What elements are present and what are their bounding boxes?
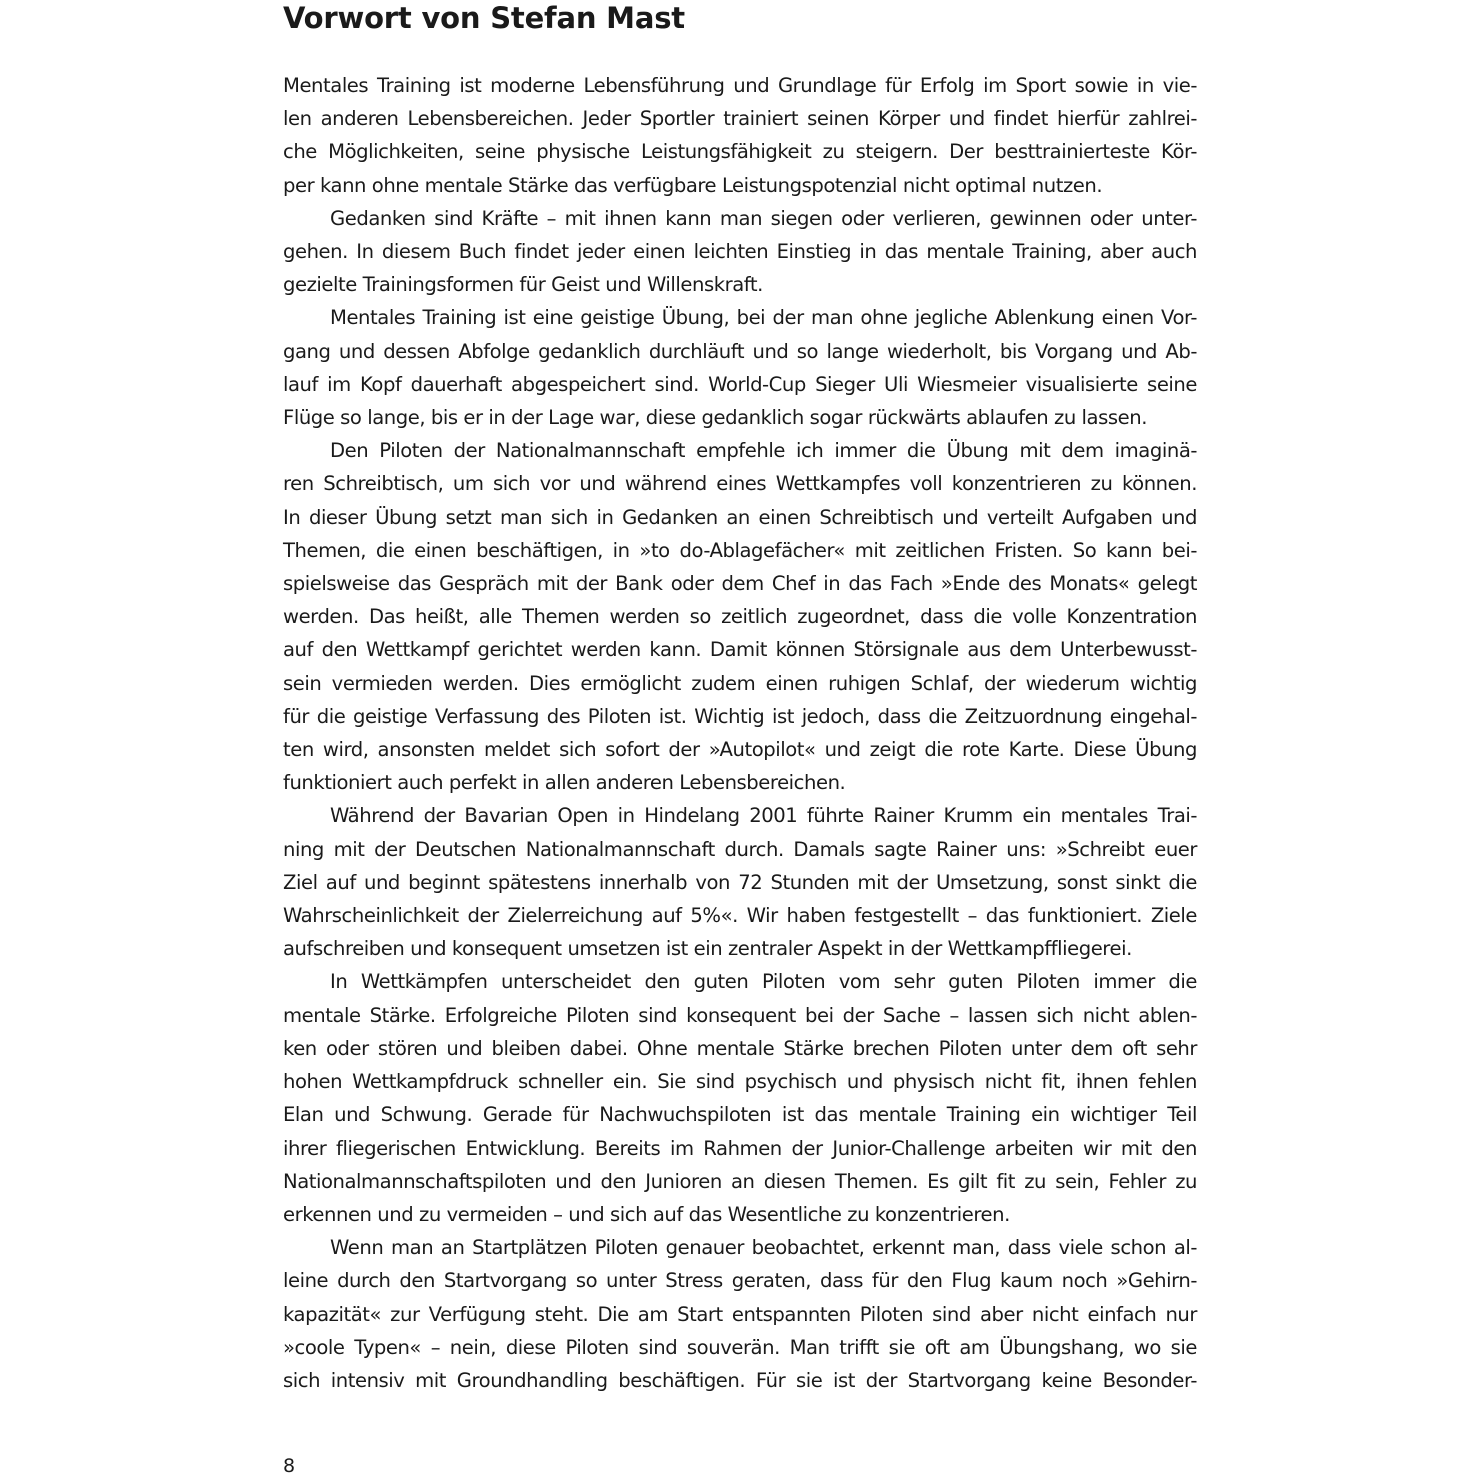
text-line: »coole Typen« – nein, diese Piloten sind souverän. Man trifft sie oft am Übungshang, wo sie [283, 1335, 1197, 1359]
paragraph-7 [283, 1231, 1197, 1397]
paragraph-6 [283, 965, 1197, 1231]
text-line: In Wettkämpfen unterscheidet den guten Piloten vom sehr guten Piloten immer die [330, 970, 1197, 994]
text-line: gehen. In diesem Buch findet jeder einen leichten Einstieg in das mentale Training, aber auch [283, 240, 1197, 264]
text-line: Mentales Training ist eine geistige Übung, bei der man ohne jegliche Ablenkung einen Vor- [330, 306, 1197, 330]
text-line: Ziel auf und beginnt spätestens innerhalb von 72 Stunden mit der Umsetzung, sonst sinkt die [283, 870, 1197, 894]
text-line: ten wird, ansonsten meldet sich sofort der »Autopilot« und zeigt die rote Karte. Diese Übung [283, 738, 1197, 762]
text-line: sein vermieden werden. Dies ermöglicht zudem einen ruhigen Schlaf, der wiederum wichtig [283, 671, 1197, 695]
text-line: auf den Wettkampf gerichtet werden kann. Damit können Störsignale aus dem Unterbewusst- [283, 638, 1197, 662]
text-line: ihrer fliegerischen Entwicklung. Bereits im Rahmen der Junior-Challenge arbeiten wir mit den [283, 1136, 1197, 1160]
text-line: leine durch den Startvorgang so unter Stress geraten, dass für den Flug kaum noch »Gehirn- [283, 1269, 1197, 1293]
paragraph-3 [283, 301, 1197, 434]
paragraph-4 [283, 434, 1197, 799]
text-line: Gedanken sind Kräfte – mit ihnen kann man siegen oder verlieren, gewinnen oder unter- [330, 206, 1197, 230]
text-line: ren Schreibtisch, um sich vor und während eines Wettkampfes voll konzentrieren zu können. [283, 472, 1197, 496]
text-line: gang und dessen Abfolge gedanklich durchläuft und so lange wiederholt, bis Vorgang und Ab- [283, 339, 1197, 363]
text-line: len anderen Lebensbereichen. Jeder Sportler trainiert seinen Körper und findet hierfür zahlrei- [283, 107, 1197, 131]
text-line: ning mit der Deutschen Nationalmannschaft durch. Damals sagte Rainer uns: »Schreibt euer [283, 837, 1197, 861]
text-line: mentale Stärke. Erfolgreiche Piloten sind konsequent bei der Sache – lassen sich nicht ablen- [283, 1003, 1197, 1027]
text-line: hohen Wettkampfdruck schneller ein. Sie sind psychisch und physisch nicht fit, ihnen fehlen [283, 1070, 1197, 1094]
text-line: per kann ohne mentale Stärke das verfügbare Leistungspotenzial nicht optimal nutzen. [283, 173, 1103, 197]
text-line: In dieser Übung setzt man sich in Gedanken an einen Schreibtisch und verteilt Aufgaben und [283, 505, 1197, 529]
text-line: für die geistige Verfassung des Piloten ist. Wichtig ist jedoch, dass die Zeitzuordnung eingehal- [283, 704, 1197, 728]
text-line: Nationalmannschaftspiloten und den Junioren an diesen Themen. Es gilt fit zu sein, Fehler zu [283, 1169, 1197, 1193]
text-line: Während der Bavarian Open in Hindelang 2001 führte Rainer Krumm ein mentales Trai- [330, 804, 1197, 828]
text-line: Wenn man an Startplätzen Piloten genauer beobachtet, erkennt man, dass viele schon al- [330, 1236, 1197, 1260]
text-line: spielsweise das Gespräch mit der Bank oder dem Chef in das Fach »Ende des Monats« gelegt [283, 572, 1197, 596]
text-line: che Möglichkeiten, seine physische Leistungsfähigkeit zu steigern. Der besttrainierteste Kör- [283, 140, 1197, 164]
text-line: sich intensiv mit Groundhandling beschäftigen. Für sie ist der Startvorgang keine Besonder- [283, 1368, 1197, 1392]
text-line: Flüge so lange, bis er in der Lage war, diese gedanklich sogar rückwärts ablaufen zu lassen. [283, 406, 1147, 430]
text-line: lauf im Kopf dauerhaft abgespeichert sind. World-Cup Sieger Uli Wiesmeier visualisierte seine [283, 372, 1197, 396]
text-line: werden. Das heißt, alle Themen werden so zeitlich zugeordnet, dass die volle Konzentration [283, 605, 1197, 629]
page-title: Vorwort von Stefan Mast [283, 1, 685, 35]
text-line: Themen, die einen beschäftigen, in »to do-Ablagefächer« mit zeitlichen Fristen. So kann bei- [283, 538, 1197, 562]
text-line: Wahrscheinlichkeit der Zielerreichung auf 5%«. Wir haben festgestellt – das funktioniert. Ziele [283, 904, 1197, 928]
text-line: gezielte Trainingsformen für Geist und Willenskraft. [283, 273, 763, 297]
text-line: aufschreiben und konsequent umsetzen ist ein zentraler Aspekt in der Wettkampffliegerei. [283, 937, 1132, 961]
page-number: 8 [283, 1455, 296, 1477]
text-line: Mentales Training ist moderne Lebensführung und Grundlage für Erfolg im Sport sowie in vie- [283, 74, 1197, 97]
paragraph-5 [283, 799, 1197, 965]
paragraph-1 [283, 69, 1197, 202]
text-line: erkennen und zu vermeiden – und sich auf das Wesentliche zu konzentrieren. [283, 1202, 1010, 1226]
text-line: kapazität« zur Verfügung steht. Die am Start entspannten Piloten sind aber nicht einfach nur [283, 1302, 1197, 1326]
text-line: Den Piloten der Nationalmannschaft empfehle ich immer die Übung mit dem imaginä- [330, 439, 1197, 463]
text-line: Elan und Schwung. Gerade für Nachwuchspiloten ist das mentale Training ein wichtiger Teil [283, 1103, 1197, 1127]
paragraph-2 [283, 202, 1197, 302]
text-line: funktioniert auch perfekt in allen anderen Lebensbereichen. [283, 771, 846, 795]
body-text [283, 69, 1197, 1397]
text-line: ken oder stören und bleiben dabei. Ohne mentale Stärke brechen Piloten unter dem oft sehr [283, 1036, 1197, 1060]
